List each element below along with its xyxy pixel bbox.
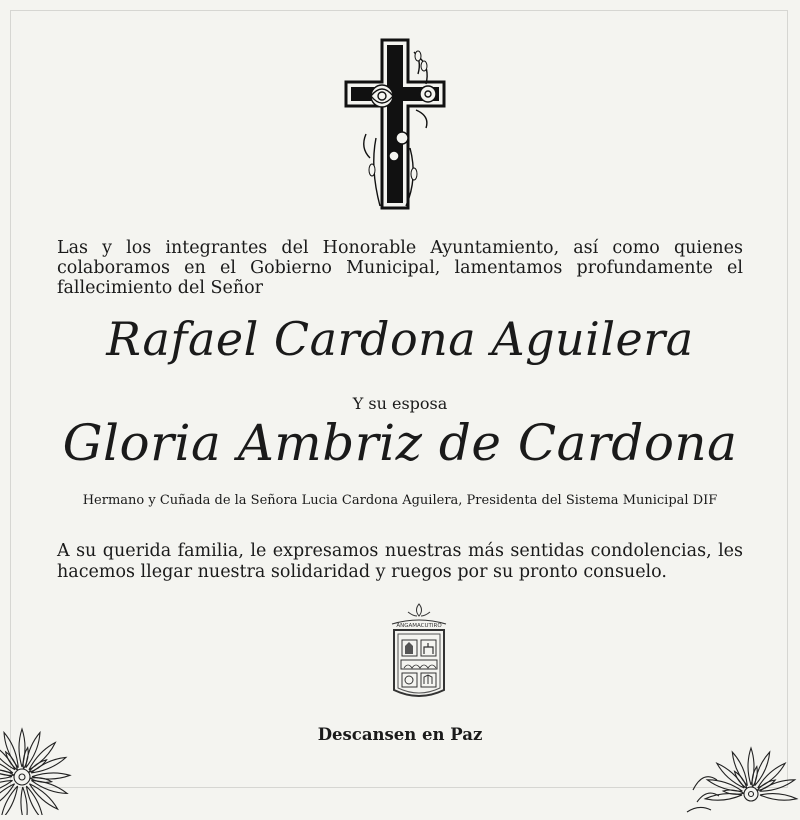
seal-text: ANGAMACUTIRO bbox=[396, 623, 442, 629]
spouse-name: Gloria Ambriz de Cardona bbox=[62, 414, 738, 472]
municipal-seal-icon bbox=[386, 602, 452, 706]
relation-text: Hermano y Cuñada de la Señora Lucia Cardona Aguilera, Presidenta del Sistema Municipal DIF bbox=[82, 493, 718, 508]
condolence-paragraph: A su querida familia, le expresamos nuestras más sentidas condolencias, les hacemos llegar nuestra solidaridad y ruegos por su pronto consuelo. bbox=[57, 541, 743, 582]
spouse-label: Y su esposa bbox=[352, 394, 448, 413]
deceased-name: Rafael Cardona Aguilera bbox=[106, 312, 694, 366]
flower-icon bbox=[0, 705, 92, 815]
floral-cross-icon bbox=[330, 38, 460, 213]
closing-text: Descansen en Paz bbox=[317, 725, 483, 744]
intro-paragraph: Las y los integrantes del Honorable Ayuntamiento, así como quienes colaboramos en el Gobierno Municipal, lamentamos profundamente el fallecimiento del Señor bbox=[57, 238, 743, 298]
flower-icon bbox=[683, 720, 800, 820]
